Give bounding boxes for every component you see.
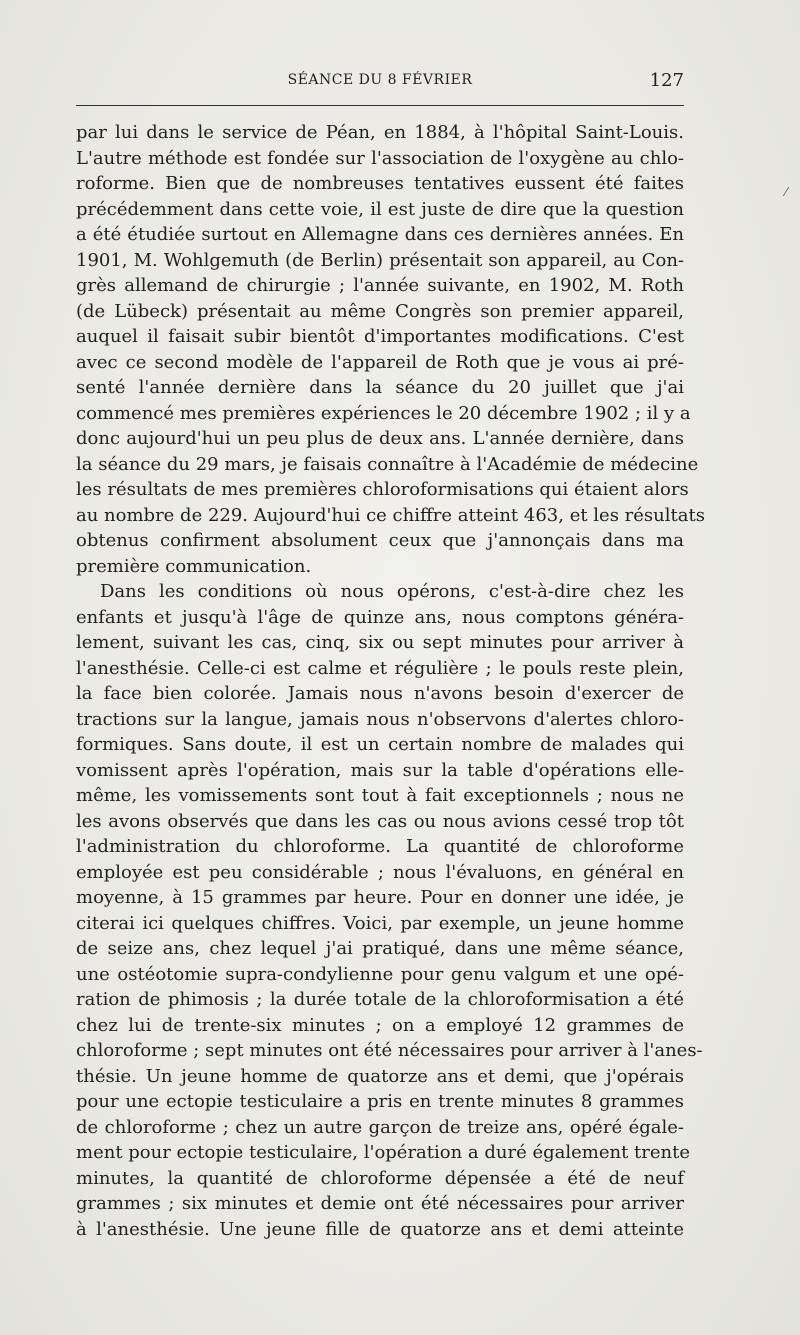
text-line: tractions sur la langue, jamais nous n'observons d'alertes chloro- — [76, 708, 684, 730]
text-line: vomissent après l'opération, mais sur la table d'opérations elle- — [76, 759, 684, 781]
text-line: une ostéotomie supra-condylienne pour genu valgum et une opé- — [76, 963, 684, 985]
text-line: même, les vomissements sont tout à fait exceptionnels ; nous ne — [76, 785, 684, 806]
text-line: enfants et jusqu'à l'âge de quinze ans, nous comptons généra- — [76, 606, 684, 628]
running-title: SÉANCE DU 8 FÉVRIER — [287, 72, 473, 88]
text-line: les avons observés que dans les cas ou nous avions cessé trop tôt — [76, 810, 684, 832]
margin-mark: ⁄ — [785, 185, 788, 199]
page-header — [76, 64, 684, 104]
text-line: chez lui de trente-six minutes ; on a employé 12 grammes de — [76, 1014, 684, 1036]
text-line: à l'anesthésie. Une jeune fille de quatorze ans et demi atteinte — [76, 1218, 684, 1240]
text-line: grès allemand de chirurgie ; l'année suivante, en 1902, M. Roth — [76, 275, 684, 296]
text-line: moyenne, à 15 grammes par heure. Pour en donner une idée, je — [76, 887, 684, 908]
page-number: 127 — [649, 70, 684, 91]
text-line: 1901, M. Wohlgemuth (de Berlin) présentait son appareil, au Con- — [76, 249, 684, 271]
body-text — [76, 120, 705, 1242]
text-line: thésie. Un jeune homme de quatorze ans et demi, que j'opérais — [76, 1065, 684, 1087]
text-line: senté l'année dernière dans la séance du 20 juillet que j'ai — [76, 377, 684, 398]
text-line: (de Lübeck) présentait au même Congrès son premier appareil, — [76, 300, 684, 322]
text-line: la séance du 29 mars, je faisais connaître à l'Académie de médecine — [76, 453, 699, 475]
text-line: formiques. Sans doute, il est un certain nombre de malades qui — [76, 734, 684, 755]
text-line: donc aujourd'hui un peu plus de deux ans. L'année dernière, dans — [76, 428, 684, 449]
text-line: commencé mes premières expériences le 20 décembre 1902 ; il y a — [76, 402, 691, 424]
text-line: ration de phimosis ; la durée totale de la chloroformisation a été — [76, 989, 684, 1010]
text-line: employée est peu considérable ; nous l'évaluons, en général en — [76, 861, 684, 883]
text-line: précédemment dans cette voie, il est juste de dire que la question — [76, 198, 684, 220]
text-line: l'administration du chloroforme. La quantité de chloroforme — [76, 836, 684, 857]
text-line: lement, suivant les cas, cinq, six ou sept minutes pour arriver à — [76, 632, 684, 653]
text-line: grammes ; six minutes et demie ont été nécessaires pour arriver — [76, 1193, 684, 1214]
text-line: auquel il faisait subir bientôt d'importantes modifications. C'est — [76, 326, 684, 347]
text-line: de chloroforme ; chez un autre garçon de treize ans, opéré égale- — [76, 1116, 684, 1138]
text-line: l'anesthésie. Celle-ci est calme et régulière ; le pouls reste plein, — [76, 657, 684, 679]
text-line: avec ce second modèle de l'appareil de Roth que je vous ai pré- — [76, 351, 684, 373]
text-line: minutes, la quantité de chloroforme dépensée a été de neuf — [76, 1167, 684, 1189]
header-rule — [76, 105, 684, 106]
text-line: roforme. Bien que de nombreuses tentatives eussent été faites — [76, 173, 684, 194]
text-line: première communication. — [76, 555, 312, 577]
text-line: par lui dans le service de Péan, en 1884, à l'hôpital Saint-Louis. — [76, 122, 684, 143]
text-line: a été étudiée surtout en Allemagne dans ces dernières années. En — [76, 224, 684, 245]
text-line: obtenus confirment absolument ceux que j'annonçais dans ma — [76, 530, 684, 551]
text-line: L'autre méthode est fondée sur l'association de l'oxygène au chlo- — [76, 147, 684, 169]
text-line: la face bien colorée. Jamais nous n'avons besoin d'exercer de — [76, 683, 684, 704]
text-line: de seize ans, chez lequel j'ai pratiqué, dans une même séance, — [76, 938, 684, 959]
text-line: Dans les conditions où nous opérons, c'est-à-dire chez les — [100, 581, 684, 602]
text-line: au nombre de 229. Aujourd'hui ce chiffre atteint 463, et les résultats — [76, 504, 705, 526]
text-line: les résultats de mes premières chloroformisations qui étaient alors — [76, 479, 689, 500]
text-line: ment pour ectopie testiculaire, l'opération a duré également trente — [76, 1142, 691, 1163]
text-line: citerai ici quelques chiffres. Voici, par exemple, un jeune homme — [76, 912, 684, 934]
text-line: pour une ectopie testiculaire a pris en trente minutes 8 grammes — [76, 1091, 684, 1112]
text-line: chloroforme ; sept minutes ont été nécessaires pour arriver à l'anes- — [76, 1040, 703, 1061]
